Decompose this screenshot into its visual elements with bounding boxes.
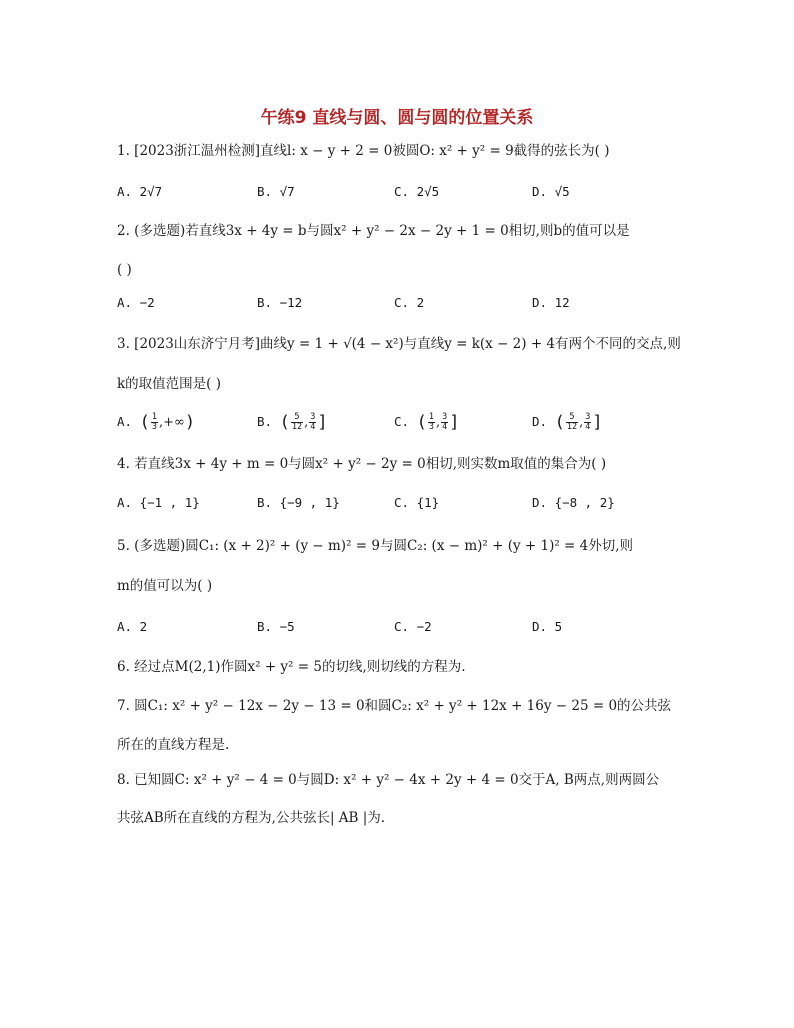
q3-c-den2: 4 (442, 422, 448, 432)
q3-b-num1: 5 (291, 413, 303, 423)
q1-option-d: D. √5 (532, 184, 570, 199)
q5-option-c: C. −2 (394, 619, 432, 634)
q3-b-close-bracket: ] (317, 412, 328, 433)
q3-d-fraction-2 (584, 413, 591, 432)
q3-b-den2: 4 (310, 422, 316, 432)
q3-a-num: 1 (151, 412, 157, 422)
question-4-stem: 4. 若直线3x + 4y + m = 0与圆x² + y² − 2y = 0相切,则实数m取值的集合为( ) (117, 456, 607, 472)
q3-a-den: 3 (151, 422, 157, 432)
q3-b-fraction-2 (309, 413, 316, 432)
question-5-stem-line-1: 5. (多选题)圆C₁: (x + 2)² + (y − m)² = 9与圆C₂: (x − m)² + (y + 1)² = 4外切,则 (117, 538, 634, 554)
q3-option-b-letter: B. (257, 414, 273, 429)
q3-option-c: C. ( $\frac{1}{3}$ , $\frac{3}{4}$ ] (394, 412, 460, 433)
q3-d-num1: 5 (566, 413, 578, 423)
q3-c-den1: 3 (428, 422, 434, 432)
q3-c-close-bracket: ] (449, 412, 460, 433)
q2-option-a: A. −2 (117, 295, 155, 310)
q3-b-den1: 12 (291, 422, 303, 432)
q5-option-b: B. −5 (257, 619, 295, 634)
q3-c-num2: 3 (442, 412, 448, 422)
q3-b-fraction-1 (291, 413, 303, 432)
q3-c-fraction-2 (441, 413, 448, 432)
q3-option-a-letter: A. (117, 414, 133, 429)
question-7-stem-line-1: 7. 圆C₁: x² + y² − 12x − 2y − 13 = 0和圆C₂: x² + y² + 12x + 16y − 25 = 0的公共弦 (117, 698, 672, 714)
q4-option-c: C. {1} (394, 495, 440, 510)
question-8-stem-line-2: 共弦AB所在直线的方程为,公共弦长| AB |为. (117, 810, 386, 826)
q2-option-c: C. 2 (394, 295, 425, 310)
question-3-stem-line-2: k的取值范围是( ) (117, 376, 222, 392)
question-5-stem-line-2: m的值可以为( ) (117, 578, 213, 594)
question-2-stem-line-1: 2. (多选题)若直线3x + 4y = b与圆x² + y² − 2x − 2y + 1 = 0相切,则b的值可以是 (117, 223, 630, 239)
q3-d-num2: 3 (585, 412, 591, 422)
q3-a-close-bracket: ) (184, 412, 196, 433)
q3-b-num2: 3 (310, 412, 316, 422)
q3-d-fraction-1 (566, 413, 578, 432)
q3-c-num1: 1 (428, 412, 434, 422)
question-3-stem-line-1: 3. [2023山东济宁月考]曲线y = 1 + √(4 − x²)与直线y = k(x − 2) + 4有两个不同的交点,则 (117, 336, 681, 352)
q3-option-b: B. ( $\frac{5}{12}$ , $\frac{3}{4}$ ] (257, 412, 328, 433)
question-2-stem-line-2: ( ) (117, 262, 132, 278)
q3-a-open-bracket: ( (139, 412, 150, 433)
q3-option-d-letter: D. (532, 414, 548, 429)
q1-option-b: B. √7 (257, 184, 295, 199)
q3-d-close-bracket: ] (592, 412, 603, 433)
q5-option-d: D. 5 (532, 619, 563, 634)
q2-option-d: D. 12 (532, 295, 570, 310)
q4-option-d: D. {−8 , 2} (532, 495, 615, 510)
q1-option-a: A. 2√7 (117, 184, 163, 199)
question-1-stem: 1. [2023浙江温州检测]直线l: x − y + 2 = 0被圆O: x² + y² = 9截得的弦长为( ) (117, 143, 610, 159)
q4-option-a: A. {−1 , 1} (117, 495, 200, 510)
q3-option-d: D. ( $\frac{5}{12}$ , $\frac{3}{4}$ ] (532, 412, 603, 433)
q2-option-b: B. −12 (257, 295, 303, 310)
q3-d-den2: 4 (585, 422, 591, 432)
q3-a-rest: ,+∞ (158, 415, 185, 430)
question-6-stem: 6. 经过点M(2,1)作圆x² + y² = 5的切线,则切线的方程为. (117, 659, 466, 675)
q1-option-c: C. 2√5 (394, 184, 440, 199)
q3-a-fraction (151, 413, 158, 432)
q3-option-a (117, 412, 195, 433)
q3-c-open-bracket: ( (416, 412, 427, 433)
q5-option-a: A. 2 (117, 619, 148, 634)
q3-b-open-bracket: ( (279, 412, 290, 433)
q3-c-fraction-1 (428, 413, 435, 432)
q3-d-den1: 12 (566, 422, 578, 432)
q4-option-b: B. {−9 , 1} (257, 495, 340, 510)
q3-option-c-letter: C. (394, 414, 410, 429)
question-7-stem-line-2: 所在的直线方程是. (117, 737, 230, 753)
question-8-stem-line-1: 8. 已知圆C: x² + y² − 4 = 0与圆D: x² + y² − 4x + 2y + 4 = 0交于A, B两点,则两圆公 (117, 772, 660, 788)
page-title: 午练9 直线与圆、圆与圆的位置关系 (260, 108, 534, 128)
q3-d-open-bracket: ( (554, 412, 565, 433)
